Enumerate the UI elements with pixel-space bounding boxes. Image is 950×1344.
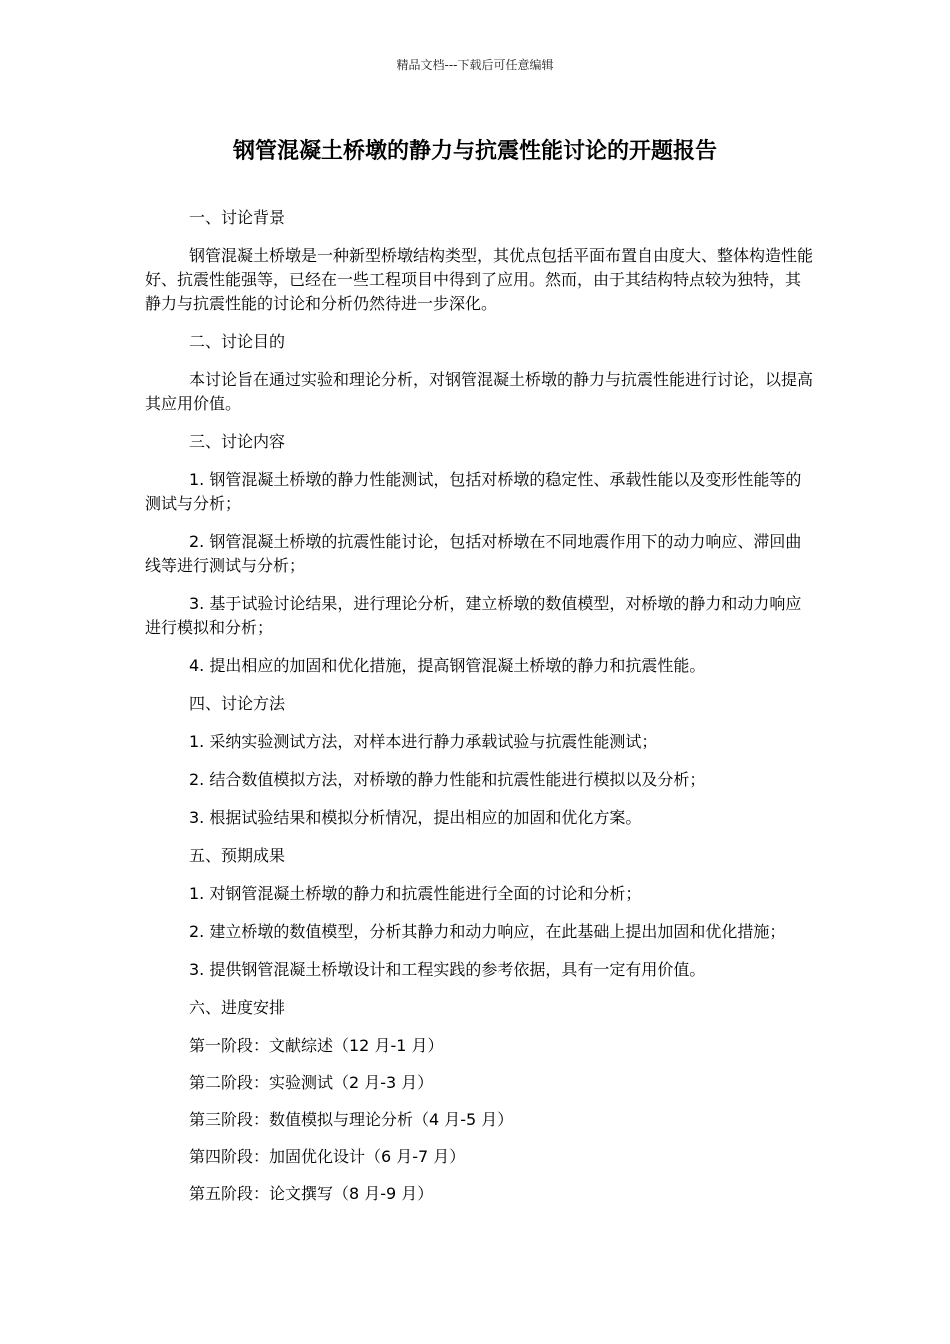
section-heading-method: 四、讨论方法 — [189, 694, 286, 713]
content-item-3: 3. 基于试验讨论结果，进行理论分析，建立桥墩的数值模型，对桥墩的静力和动力响应进行模拟和分析； — [145, 594, 802, 637]
section-heading-schedule: 六、进度安排 — [189, 998, 286, 1017]
method-item-2: 2. 结合数值模拟方法，对桥墩的静力性能和抗震性能进行模拟以及分析； — [189, 770, 706, 789]
paragraph-background: 钢管混凝土桥墩是一种新型桥墩结构类型，其优点包括平面布置自由度大、整体构造性能好、抗震性能强等，已经在一些工程项目中得到了应用。然而，由于其结构特点较为独特，其静力与抗震性能的讨论和分析仍然待进一步深化。 — [145, 246, 814, 313]
document-title: 钢管混凝土桥墩的静力与抗震性能讨论的开题报告 — [232, 139, 717, 164]
section-heading-background: 一、讨论背景 — [189, 208, 286, 227]
schedule-stage-3: 第三阶段：数值模拟与理论分析（4 月-5 月） — [189, 1110, 514, 1129]
section-heading-content: 三、讨论内容 — [189, 432, 286, 451]
document-body — [145, 206, 815, 1219]
schedule-stage-2: 第二阶段：实验测试（2 月-3 月） — [189, 1073, 434, 1092]
content-item-1: 1. 钢管混凝土桥墩的静力性能测试，包括对桥墩的稳定性、承载性能以及变形性能等的测试与分析； — [145, 470, 802, 513]
method-item-1: 1. 采纳实验测试方法，对样本进行静力承载试验与抗震性能测试； — [189, 732, 658, 751]
schedule-stage-4: 第四阶段：加固优化设计（6 月-7 月） — [189, 1147, 466, 1166]
section-heading-purpose: 二、讨论目的 — [189, 332, 286, 351]
result-item-3: 3. 提供钢管混凝土桥墩设计和工程实践的参考依据，具有一定有用价值。 — [189, 960, 706, 979]
result-item-1: 1. 对钢管混凝土桥墩的静力和抗震性能进行全面的讨论和分析； — [189, 884, 642, 903]
paragraph-purpose: 本讨论旨在通过实验和理论分析，对钢管混凝土桥墩的静力与抗震性能进行讨论，以提高其应用价值。 — [145, 370, 814, 413]
result-item-2: 2. 建立桥墩的数值模型，分析其静力和动力响应，在此基础上提出加固和优化措施； — [189, 922, 786, 941]
header-note: 精品文档---下载后可任意编辑 — [396, 58, 554, 72]
content-item-2: 2. 钢管混凝土桥墩的抗震性能讨论，包括对桥墩在不同地震作用下的动力响应、滞回曲线等进行测试与分析； — [145, 532, 802, 575]
method-item-3: 3. 根据试验结果和模拟分析情况，提出相应的加固和优化方案。 — [189, 808, 642, 827]
content-item-4: 4. 提出相应的加固和优化措施，提高钢管混凝土桥墩的静力和抗震性能。 — [189, 656, 706, 675]
schedule-stage-5: 第五阶段：论文撰写（8 月-9 月） — [189, 1184, 434, 1203]
section-heading-results: 五、预期成果 — [189, 846, 286, 865]
schedule-stage-1: 第一阶段：文献综述（12 月-1 月） — [189, 1036, 444, 1055]
